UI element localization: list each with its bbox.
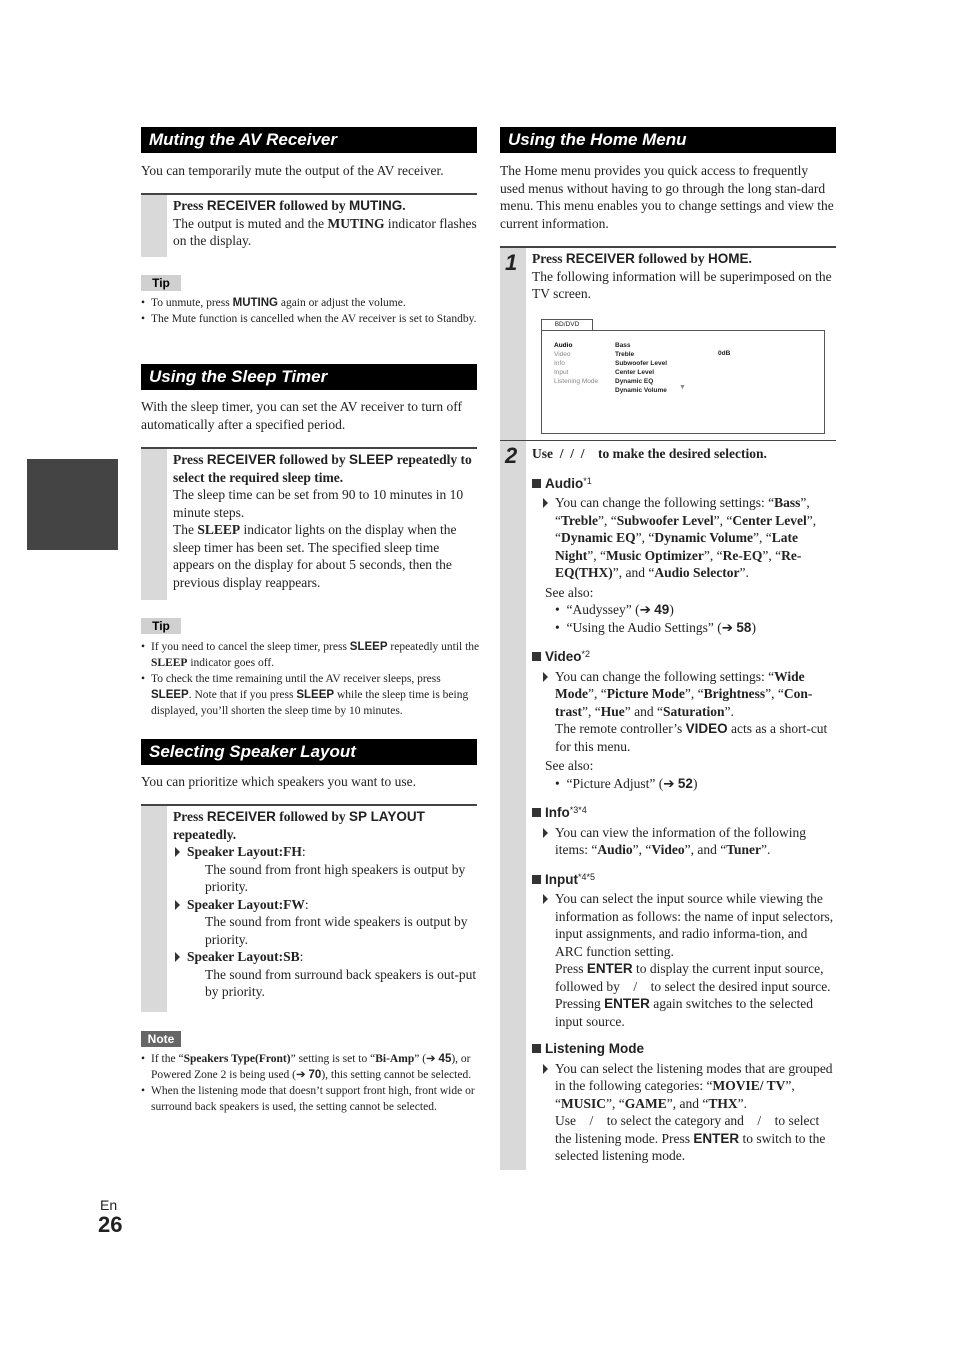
- screen-right-list: [615, 341, 667, 395]
- screen-item: Input: [554, 369, 569, 376]
- muting-step-instruction: Press RECEIVER followed by MUTING.: [173, 198, 406, 213]
- screen-item: Subwoofer Level: [615, 360, 668, 367]
- home-step-1: [500, 246, 836, 442]
- arrow-right-icon: [543, 1064, 548, 1074]
- ref-item: • “Picture Adjust” (➔ 52): [555, 775, 698, 791]
- note-item: • If the “Speakers Type(Front)” setting is set to “Bi-Amp” (➔ 45), or Powered Zone 2 is being used (➔ 70), this setting cannot be selected.: [151, 1051, 483, 1083]
- arrow-right-icon: [175, 847, 180, 857]
- video-remote: The remote controller’s VIDEO acts as a short-cut for this menu.: [555, 721, 828, 754]
- audio-heading: Audio$^{*1}$: [532, 473, 836, 493]
- speaker-step: [141, 804, 477, 1012]
- tip-item: • To unmute, press MUTING again or adjust the volume.: [151, 295, 481, 311]
- screen-item: Video: [554, 351, 571, 358]
- section-title-muting: Muting the AV Receiver: [141, 127, 477, 153]
- screen-item: Audio: [554, 342, 573, 349]
- speaker-option: Speaker Layout:FH:: [173, 843, 477, 861]
- input-heading: Input$^{*4*5}$: [532, 869, 836, 889]
- chapter-tab: [27, 459, 118, 550]
- sleep-step-instruction: Press RECEIVER followed by SLEEP repeatedly to select the required sleep time.: [173, 452, 472, 485]
- ref-item: • “Audyssey” (➔ 49): [555, 602, 674, 617]
- step-bar: [141, 195, 167, 257]
- home-menu-screen: [541, 330, 825, 434]
- sleep-step: [141, 447, 477, 600]
- see-also: See also:: [545, 758, 594, 773]
- tip-label: Tip: [141, 275, 181, 291]
- screen-item: Info: [554, 360, 565, 367]
- video-heading: Video$^{*2}$: [532, 646, 836, 666]
- info-heading: Info$^{*3*4}$: [532, 802, 836, 822]
- speaker-option: Speaker Layout:SB:: [173, 948, 477, 966]
- audio-desc: You can change the following settings: “Bass”, “Treble”, “Subwoofer Level”, “Center Level”, “Dynamic EQ”, “Dynamic Volume”, “Late Night”, “Music Optimizer”, “Re-EQ”, “Re-EQ(THX)”, and “Audio Selector”.: [541, 494, 836, 582]
- listening-desc-2: Use / to select the category and / to select the listening mode. Press ENTER to switch to the selected listening mode.: [555, 1113, 826, 1163]
- muting-intro: You can temporarily mute the output of the AV receiver.: [141, 163, 444, 178]
- chevron-down-icon: ▼: [679, 384, 686, 391]
- square-bullet-icon: [532, 1044, 541, 1053]
- see-also: See also:: [545, 584, 594, 600]
- input-desc-2: Press ENTER to display the current input source, followed by / to select the desired input source. Pressing ENTER again switches to the selected input source.: [555, 961, 834, 1029]
- square-bullet-icon: [532, 875, 541, 884]
- screen-item: Center Level: [615, 369, 655, 376]
- sleep-intro: With the sleep timer, you can set the AV receiver to turn off automatically after a specified period.: [141, 399, 462, 432]
- muting-step-desc: The output is muted and the MUTING indicator flashes on the display.: [173, 215, 477, 248]
- arrow-right-icon: [543, 828, 548, 838]
- note-item: • When the listening mode that doesn’t support front high, front wide or surround back speakers is used, the setting cannot be selected.: [151, 1083, 483, 1115]
- step-number: 1: [505, 250, 518, 275]
- tip-item: • If you need to cancel the sleep timer, press SLEEP repeatedly until the SLEEP indicator goes off.: [151, 639, 483, 671]
- ref-item: • “Using the Audio Settings” (➔ 58): [555, 619, 756, 635]
- home-step1-instruction: Press RECEIVER followed by HOME.: [532, 251, 752, 266]
- sleep-step-desc-1: The sleep time can be set from 90 to 10 minutes in 10 minute steps.: [173, 487, 464, 520]
- info-desc: You can view the information of the following items: “Audio”, “Video”, and “Tuner”.: [541, 824, 836, 859]
- home-step2-instruction: Use / / / to make the desired selection.: [532, 446, 767, 461]
- speaker-option: Speaker Layout:FW:: [173, 896, 477, 914]
- step-number: 2: [505, 443, 518, 468]
- muting-tips: [141, 295, 481, 327]
- arrow-right-icon: [175, 900, 180, 910]
- arrow-right-icon: [543, 672, 548, 682]
- page-number: 26: [98, 1212, 123, 1237]
- tip-item: • To check the time remaining until the AV receiver sleeps, press SLEEP. Note that if you press SLEEP while the sleep time is being displayed, you’ll shorten the sleep time by 10 minutes.: [151, 671, 483, 719]
- screen-left-list: [554, 341, 598, 386]
- page-language: En: [100, 1197, 118, 1213]
- step-bar: [141, 449, 167, 600]
- section-title-home: Using the Home Menu: [500, 127, 836, 153]
- speaker-step-instruction: Press RECEIVER followed by SP LAYOUT repeatedly.: [173, 809, 425, 842]
- input-desc: You can select the input source while viewing the information as follows: the name of input selectors, input assignments, and radio informa-tion, and ARC function setting.: [541, 890, 836, 960]
- sleep-step-desc-2: The SLEEP indicator lights on the display when the sleep timer has been set. The specified sleep time appears on the display for about 5 seconds, then the previous display reappears.: [173, 522, 457, 590]
- tip-item: • The Mute function is cancelled when the AV receiver is set to Standby.: [151, 311, 481, 327]
- arrow-right-icon: [543, 498, 548, 508]
- square-bullet-icon: [532, 479, 541, 488]
- screen-item: Listening Mode: [554, 378, 599, 385]
- screen-item: Bass: [615, 342, 631, 349]
- sleep-tips: [141, 639, 483, 719]
- arrow-right-icon: [543, 894, 548, 904]
- step-bar: [141, 806, 167, 1012]
- screen-tab: BD/DVD: [541, 319, 593, 330]
- section-title-speaker: Selecting Speaker Layout: [141, 739, 477, 765]
- arrow-right-icon: [175, 952, 180, 962]
- screen-value: 0dB: [718, 350, 731, 357]
- note-label: Note: [141, 1031, 181, 1047]
- speaker-option-desc: The sound from front high speakers is output by priority.: [205, 861, 466, 894]
- tip-label: Tip: [141, 618, 181, 634]
- screen-item: Treble: [615, 351, 635, 358]
- muting-step: [141, 193, 477, 257]
- listening-heading: Listening Mode: [532, 1040, 836, 1058]
- section-title-sleep: Using the Sleep Timer: [141, 364, 477, 390]
- home-intro: The Home menu provides you quick access to frequently used menus without having to go through the long stan-dard menu. This menu enables you to change settings and view the current information.: [500, 163, 834, 231]
- screen-item: Dynamic Volume: [615, 387, 667, 394]
- square-bullet-icon: [532, 652, 541, 661]
- home-step-2: [500, 440, 836, 1170]
- screen-item: Dynamic EQ: [615, 378, 654, 385]
- square-bullet-icon: [532, 808, 541, 817]
- video-desc: You can change the following settings: “Wide Mode”, “Picture Mode”, “Brightness”, “Con-trast”, “Hue” and “Saturation”.: [541, 668, 836, 721]
- listening-desc: You can select the listening modes that are grouped in the following categories: “MOVIE/ TV”, “MUSIC”, “GAME”, and “THX”.: [541, 1060, 836, 1113]
- speaker-intro: You can prioritize which speakers you want to use.: [141, 774, 416, 789]
- speaker-option-desc: The sound from front wide speakers is output by priority.: [205, 914, 468, 947]
- step-bar: [500, 441, 526, 1170]
- speaker-option-desc: The sound from surround back speakers is out-put by priority.: [205, 966, 477, 999]
- speaker-notes: [141, 1051, 483, 1115]
- home-step1-desc: The following information will be superimposed on the TV screen.: [532, 268, 832, 301]
- step-bar: [500, 248, 526, 442]
